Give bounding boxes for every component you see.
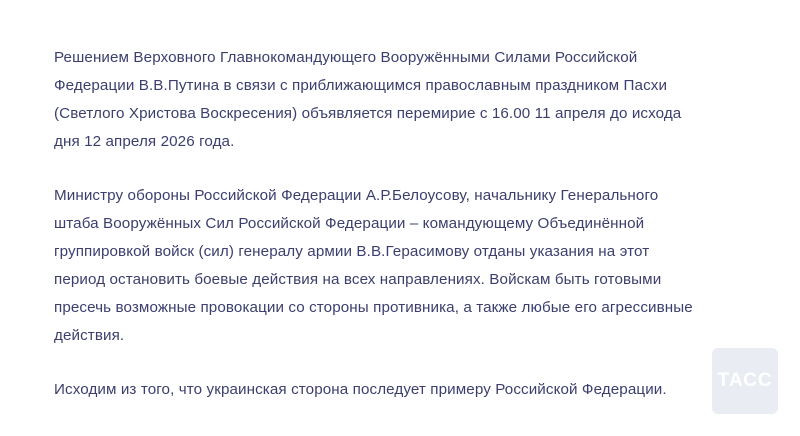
- tass-logo: [712, 348, 778, 414]
- statement-paragraph-3: Исходим из того, что украинская сторона последует примеру Российской Федерации.: [54, 381, 667, 398]
- statement-body: [54, 44, 746, 404]
- statement-paragraph-2: Министру обороны Российской Федерации А.Р.Белоусову, начальнику Генерального штаба Вооружённых Сил Российской Федерации – командующему Объединённой группировкой войск (сил) генералу армии В.В.Герасимову отданы указания на этот период остановить боевые действия на всех направлениях. Войскам быть готовыми пресечь возможные провокации со стороны противника, а также любые его агрессивные действия.: [54, 187, 693, 344]
- statement-paragraph-1: Решением Верховного Главнокомандующего Вооружёнными Силами Российской Федерации В.В.Путина в связи с приближающимся православным праздником Пасхи (Светлого Христова Воскресения) объявляется перемирие с 16.00 11 апреля до исхода дня 12 апреля 2026 года.: [54, 49, 682, 150]
- tass-logo-text: ТАСС: [717, 370, 773, 391]
